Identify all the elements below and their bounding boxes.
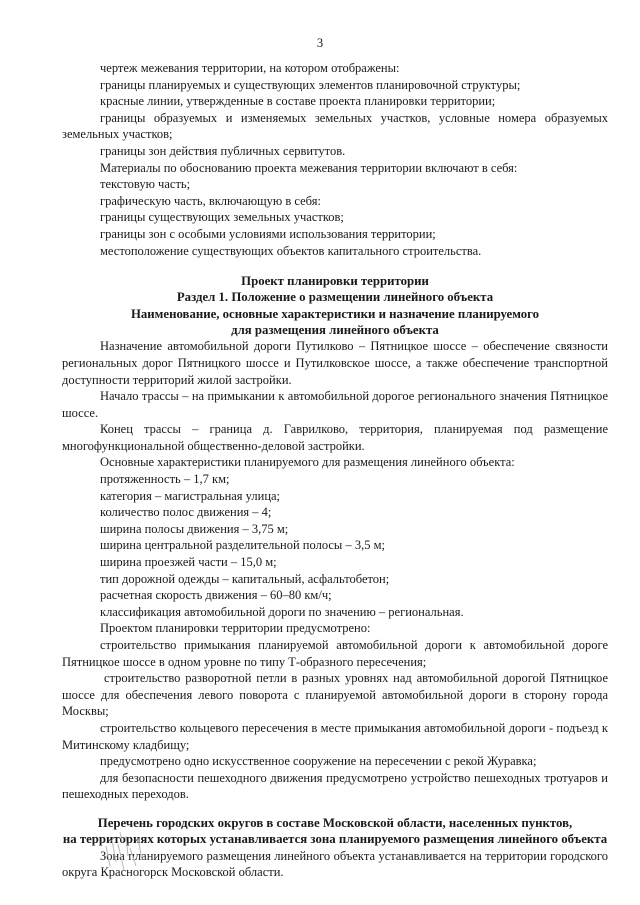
provision-item: строительство кольцевого пересечения в месте примыкания автомобильной дороги - подъезд к Митинскому кладбищу; [62,720,608,752]
final-paragraph: Зона планируемого размещения линейного объекта устанавливается на территории городского округа Красногорск Московской области. [62,848,608,880]
handwritten-mark [102,826,162,874]
characteristic-item: расчетная скорость движения – 60–80 км/ч; [100,588,332,603]
provision-item: предусмотрено одно искусственное сооружение на пересечении с рекой Журавка; [100,754,537,769]
provision-item: строительство разворотной петли в разных уровнях над автомобильной дорогой Пятницкое шоссе для обеспечения левого поворота с планируемой автомобильной дороги в сторону города Москвы; [62,671,608,719]
page-content [62,60,608,881]
body-paragraph: Конец трассы – граница д. Гаврилково, территория, планируемая под размещение многофункциональной общественно-деловой застройки. [62,422,608,453]
intro-line: границы планируемых и существующих элементов планировочной структуры; [100,77,521,92]
characteristic-item: ширина центральной разделительной полосы – 3,5 м; [100,538,385,553]
characteristic-item: ширина проезжей части – 15,0 м; [100,555,277,570]
intro-line: Материалы по обоснованию проекта межевания территории включают в себя: [100,160,518,175]
intro-line: местоположение существующих объектов капитального строительства. [100,243,482,258]
section-heading: Наименование, основные характеристики и назначение планируемого [130,306,540,321]
page-number: 3 [316,36,324,50]
section-heading: Раздел 1. Положение о размещении линейного объекта [176,290,494,305]
intro-line: границы зон действия публичных сервитутов. [100,143,346,158]
characteristic-item: классификация автомобильной дороги по значению – региональная. [100,604,464,619]
intro-line: чертеж межевания территории, на котором отображены: [100,61,400,75]
provision-item: для безопасности пешеходного движения предусмотрено устройство пешеходных тротуаров и пешеходных переходов. [62,770,608,802]
characteristic-item: протяженность – 1,7 км; [100,472,230,487]
intro-line: границы существующих земельных участков; [100,210,344,225]
list-heading: на территориях которых устанавливается зона планируемого размещения линейного объекта [62,832,608,847]
characteristic-item: тип дорожной одежды – капитальный, асфальтобетон; [100,571,390,586]
section-heading: для размещения линейного объекта [231,323,439,338]
intro-line: текстовую часть; [100,177,191,192]
body-paragraph: Назначение автомобильной дороги Путилково – Пятницкое шоссе – обеспечение связности региональных дорог Пятницкого шоссе и Путилковское шоссе, а также обеспечение транспортной доступности территорий жилой застройки. [62,339,608,387]
section-heading: Проект планировки территории [241,274,429,289]
body-paragraph: Начало трассы – на примыкании к автомобильной дорогое регионального значения Пятницкое шоссе. [62,389,608,420]
body-paragraph: Проектом планировки территории предусмотрено: [100,621,371,636]
characteristic-item: количество полос движения – 4; [100,505,272,520]
provision-item: строительство примыкания планируемой автомобильной дороги к автомобильной дороге Пятницкое шоссе в одном уровне по типу Т-образного пересечения; [62,638,608,669]
list-heading: Перечень городских округов в составе Московской области, населенных пунктов, [97,815,573,830]
characteristic-item: категория – магистральная улица; [100,488,281,503]
body-paragraph: Основные характеристики планируемого для размещения линейного объекта: [100,455,515,470]
intro-line: границы образуемых и изменяемых земельных участков, условные номера образуемых земельных участков; [62,110,608,142]
characteristic-item: ширина полосы движения – 3,75 м; [100,521,289,536]
intro-line: графическую часть, включающую в себя: [100,193,321,208]
intro-line: красные линии, утвержденные в составе проекта планировки территории; [100,94,496,109]
intro-line: границы зон с особыми условиями использования территории; [100,226,436,241]
